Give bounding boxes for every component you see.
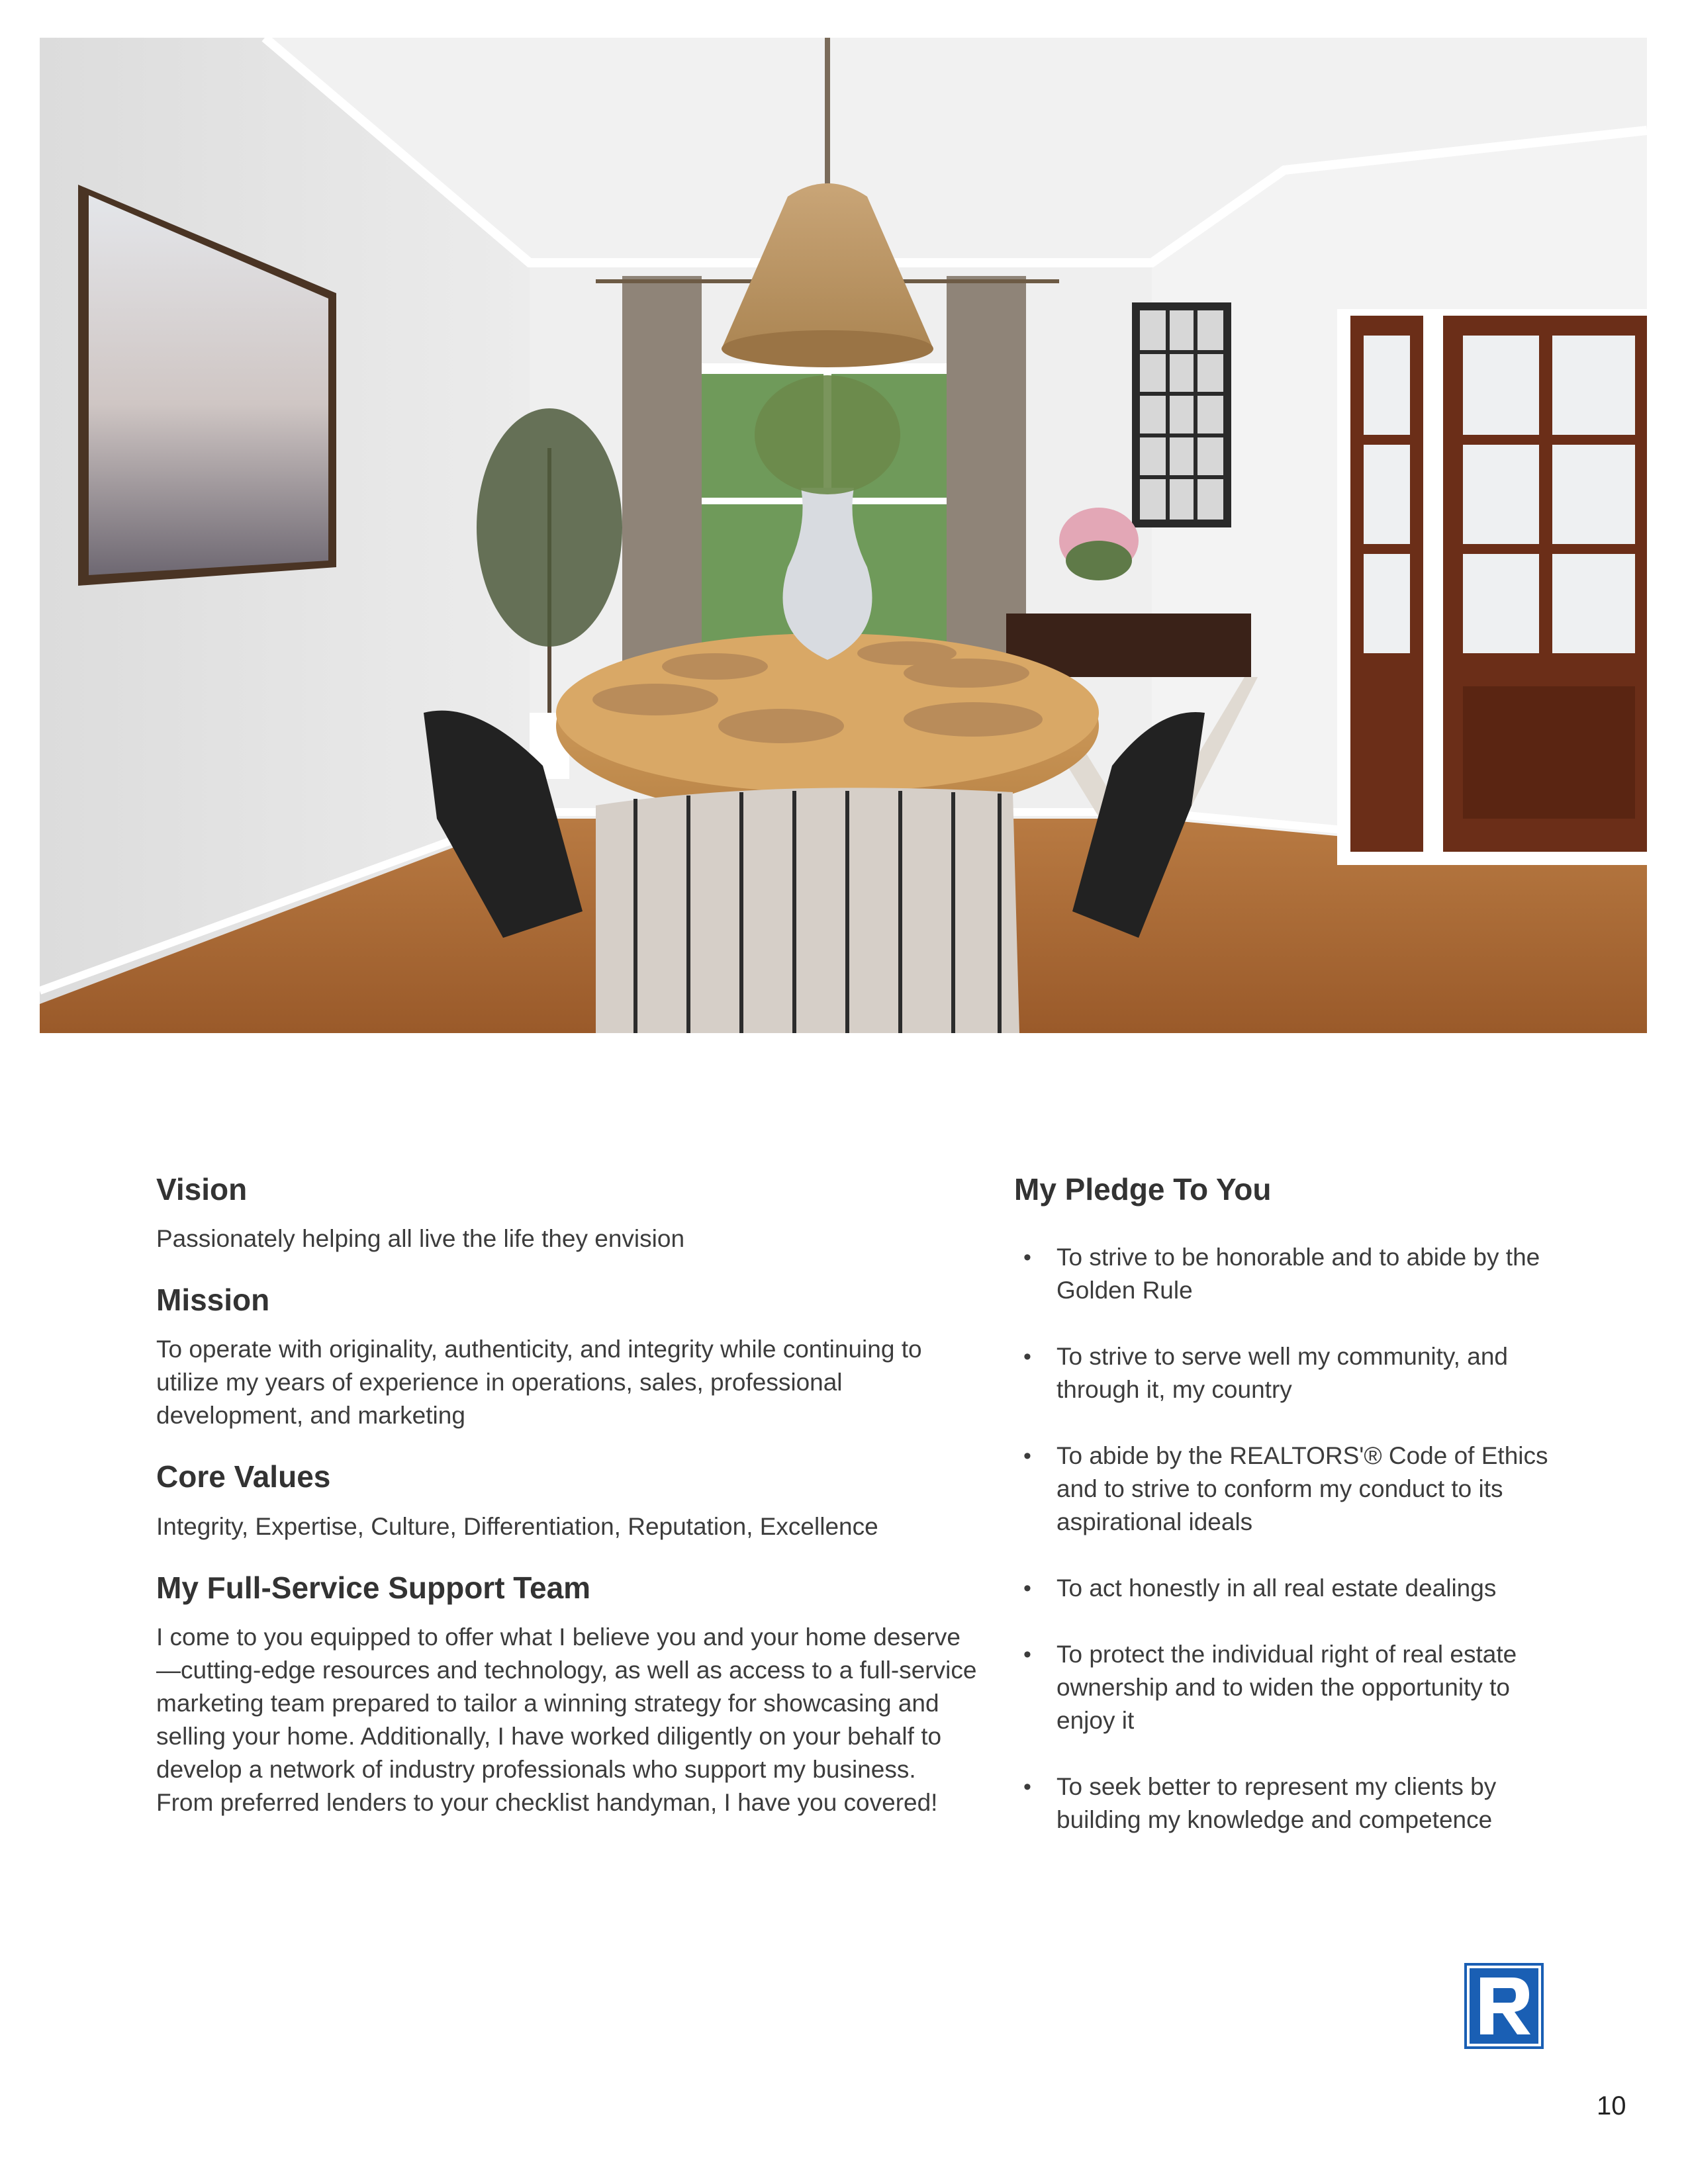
photo-illustration bbox=[40, 38, 1647, 1033]
support-team-heading: My Full-Service Support Team bbox=[156, 1570, 591, 1605]
pledge-item bbox=[1014, 1572, 1557, 1605]
pledge-item bbox=[1014, 1770, 1557, 1837]
vision-heading: Vision bbox=[156, 1172, 248, 1206]
mission-text: To operate with originality, authenticity, and integrity while continuing to utilize my years of experience in operations, sales, professional development, and marketing bbox=[156, 1336, 922, 1430]
pledge-item bbox=[1014, 1241, 1557, 1307]
pledge-text: To abide by the REALTORS'® Code of Ethics and to strive to conform my conduct to its aspirational ideals bbox=[1056, 1442, 1548, 1536]
striped-chair bbox=[596, 788, 1019, 1033]
pledge-text: To protect the individual right of real estate ownership and to widen the opportunity to enjoy it bbox=[1056, 1641, 1517, 1735]
curtain-left bbox=[622, 276, 702, 686]
left-column bbox=[156, 1171, 977, 1846]
bullet-icon: • bbox=[1023, 1642, 1031, 1668]
core-values-text: Integrity, Expertise, Culture, Differentiation, Reputation, Excellence bbox=[156, 1512, 878, 1540]
page-number: 10 bbox=[1597, 2091, 1626, 2120]
core-values-heading: Core Values bbox=[156, 1459, 331, 1494]
olive-tree bbox=[477, 408, 622, 647]
pledge-text: To seek better to represent my clients by building my knowledge and competence bbox=[1056, 1773, 1497, 1834]
bullet-icon: • bbox=[1023, 1245, 1031, 1271]
pledge-item bbox=[1014, 1638, 1557, 1737]
vision-text: Passionately helping all live the life they envision bbox=[156, 1225, 685, 1253]
dining-room-photo bbox=[40, 38, 1647, 1033]
pledge-heading: My Pledge To You bbox=[1014, 1172, 1272, 1206]
bullet-icon: • bbox=[1023, 1576, 1031, 1602]
bullet-icon: • bbox=[1023, 1443, 1031, 1469]
right-column bbox=[1014, 1171, 1557, 1870]
pledge-text: To strive to serve well my community, and through it, my country bbox=[1056, 1343, 1508, 1404]
pledge-text: To act honestly in all real estate dealings bbox=[1056, 1574, 1497, 1602]
bullet-icon: • bbox=[1023, 1774, 1031, 1800]
pledge-item bbox=[1014, 1439, 1557, 1539]
realtor-r-logo-icon bbox=[1464, 1963, 1544, 2049]
pledge-item bbox=[1014, 1340, 1557, 1406]
bullet-icon: • bbox=[1023, 1344, 1031, 1370]
pledge-text: To strive to be honorable and to abide by the Golden Rule bbox=[1056, 1244, 1540, 1304]
pledge-list bbox=[1014, 1241, 1557, 1837]
support-team-text: I come to you equipped to offer what I believe you and your home deserve—cutting-edge resources and technology, as well as access to a full-service marketing team prepared to tailor a winning strategy for showcasing and selling your home. Additionally, I have worked diligently on your behalf to develop a network of industry professionals who support my business. From preferred lenders to your checklist handyman, I have you covered! bbox=[156, 1623, 977, 1816]
mission-heading: Mission bbox=[156, 1283, 270, 1318]
